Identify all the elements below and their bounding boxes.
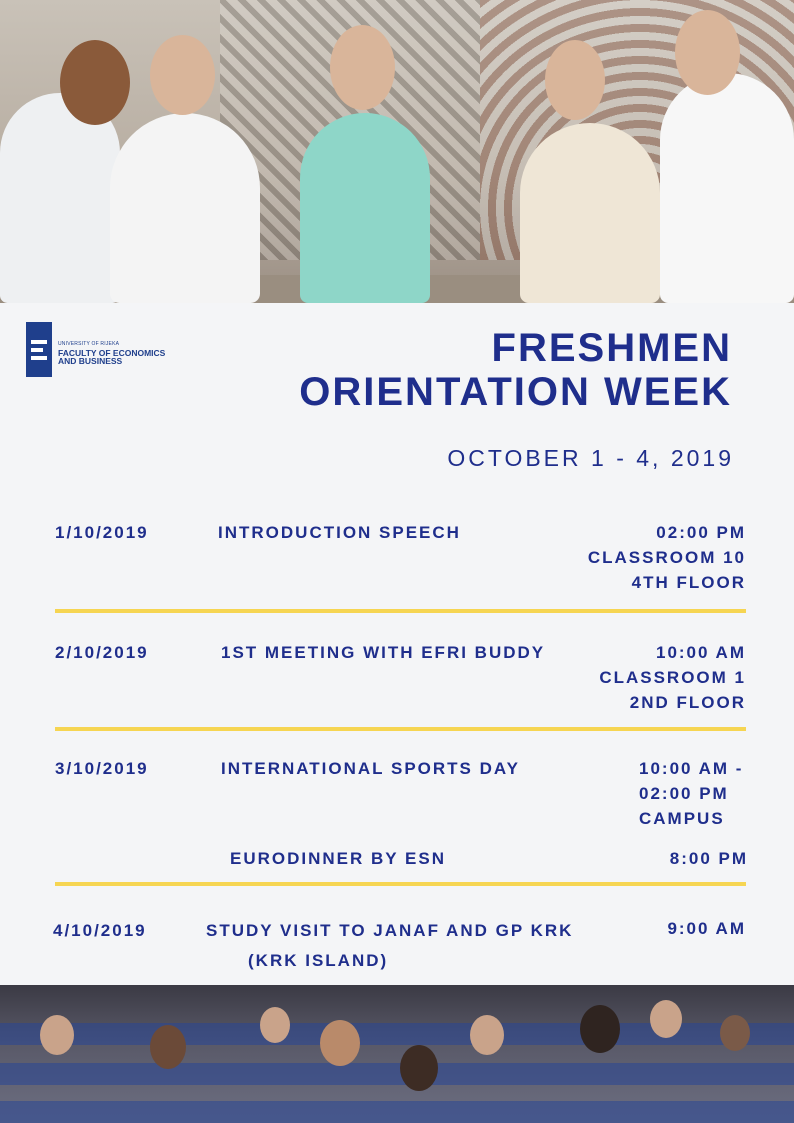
students-photo xyxy=(0,0,794,303)
schedule-place-2a: CLASSROOM 1 xyxy=(599,668,746,687)
schedule-date-3: 3/10/2019 xyxy=(55,759,149,778)
schedule-date-2: 2/10/2019 xyxy=(55,643,149,662)
event-dates: OCTOBER 1 - 4, 2019 xyxy=(447,445,734,471)
schedule-event-3: INTERNATIONAL SPORTS DAY xyxy=(221,759,520,778)
schedule-event-2: 1ST MEETING WITH EFRI BUDDY xyxy=(221,643,546,662)
schedule-place-2b: 2ND FLOOR xyxy=(629,693,746,712)
logo-faculty-line1: FACULTY OF ECONOMICS xyxy=(58,347,166,358)
schedule-time-3c: 8:00 PM xyxy=(669,849,748,868)
logo-faculty-line2: AND BUSINESS xyxy=(58,356,123,366)
schedule-event-4: STUDY VISIT TO JANAF AND GP KRK xyxy=(206,921,574,940)
schedule-time-3b: 02:00 PM xyxy=(639,784,729,803)
auditorium-photo xyxy=(0,985,794,1123)
schedule-time-2: 10:00 AM xyxy=(655,643,746,662)
schedule-time-3a: 10:00 AM - xyxy=(639,759,744,778)
divider xyxy=(55,609,746,613)
schedule-date-1: 1/10/2019 xyxy=(55,523,149,542)
schedule-place-1a: CLASSROOM 10 xyxy=(587,548,746,567)
divider xyxy=(55,727,746,731)
title-line1: FRESHMEN xyxy=(491,326,732,370)
schedule-event-1: INTRODUCTION SPEECH xyxy=(218,523,461,542)
schedule-time-4: 9:00 AM xyxy=(667,919,746,938)
divider xyxy=(55,882,746,886)
logo-university: UNIVERSITY OF RIJEKA xyxy=(58,340,120,347)
title-line2: ORIENTATION WEEK xyxy=(299,370,732,414)
schedule-time-1: 02:00 PM xyxy=(656,523,746,542)
schedule-place-1b: 4TH FLOOR xyxy=(631,573,746,592)
faculty-logo-icon xyxy=(26,322,52,377)
schedule-date-4: 4/10/2019 xyxy=(53,921,147,940)
faculty-logo xyxy=(26,322,165,377)
page-title xyxy=(299,326,732,414)
schedule-event-4-sub: (KRK ISLAND) xyxy=(248,951,389,970)
schedule-event-3b: EURODINNER BY ESN xyxy=(230,849,446,868)
schedule-place-3: CAMPUS xyxy=(639,809,725,828)
